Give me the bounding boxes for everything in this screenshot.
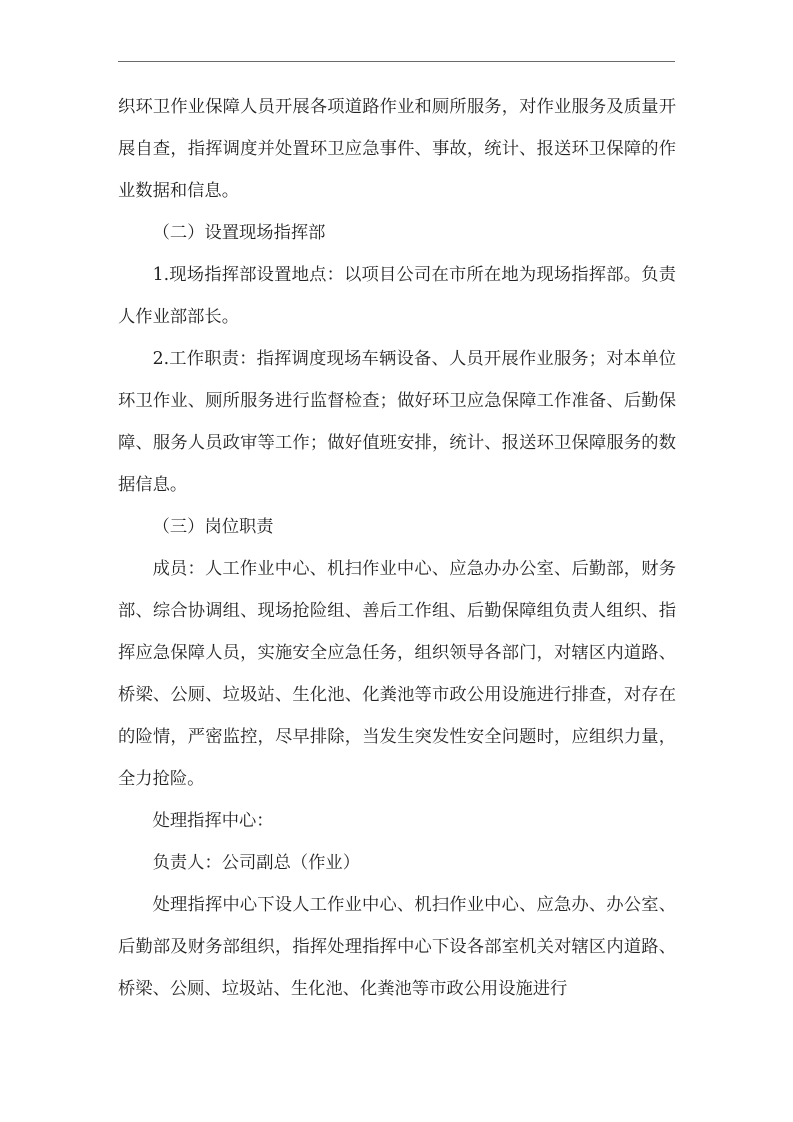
paragraph-work-duties: 2.工作职责：指挥调度现场车辆设备、人员开展作业服务；对本单位环卫作业、厕所服务进行监督检查；做好环卫应急保障工作准备、后勤保障、服务人员政审等工作；做好值班安排，统计、报送环卫保障服务的数据信息。 [118,349,676,495]
paragraph-members: 成员：人工作业中心、机扫作业中心、应急办办公室、后勤部，财务部、综合协调组、现场抢险组、善后工作组、后勤保障组负责人组织、指挥应急保障人员，实施安全应急任务，组织领导各部门，对辖区内道路、桥梁、公厕、垃圾站、生化池、化粪池等市政公用设施进行排查，对存在的险情，严密监控，尽早排除，当发生突发性安全问题时，应组织力量，全力抢险。 [118,559,676,789]
section-heading-post-duties: （三）岗位职责 [152,517,274,537]
header-rule-divider [118,61,675,62]
paragraph-command-location: 1.现场指挥部设置地点：以项目公司在市所在地为现场指挥部。负责人作业部部长。 [118,265,676,327]
paragraph-command-center-detail: 处理指挥中心下设人工作业中心、机扫作业中心、应急办、办公室、后勤部及财务部组织，指挥处理指挥中心下设各部室机关对辖区内道路、桥梁、公厕、垃圾站、生化池、化粪池等市政公用设施进行 [118,895,676,999]
section-heading-setup-command: （二）设置现场指挥部 [152,223,326,243]
document-body [118,86,676,1010]
paragraph-command-center-label: 处理指挥中心： [152,811,274,831]
paragraph-person-in-charge: 负责人：公司副总（作业） [152,853,360,873]
paragraph-continuation: 织环卫作业保障人员开展各项道路作业和厕所服务，对作业服务及质量开展自查，指挥调度并处置环卫应急事件、事故，统计、报送环卫保障的作业数据和信息。 [118,97,676,201]
